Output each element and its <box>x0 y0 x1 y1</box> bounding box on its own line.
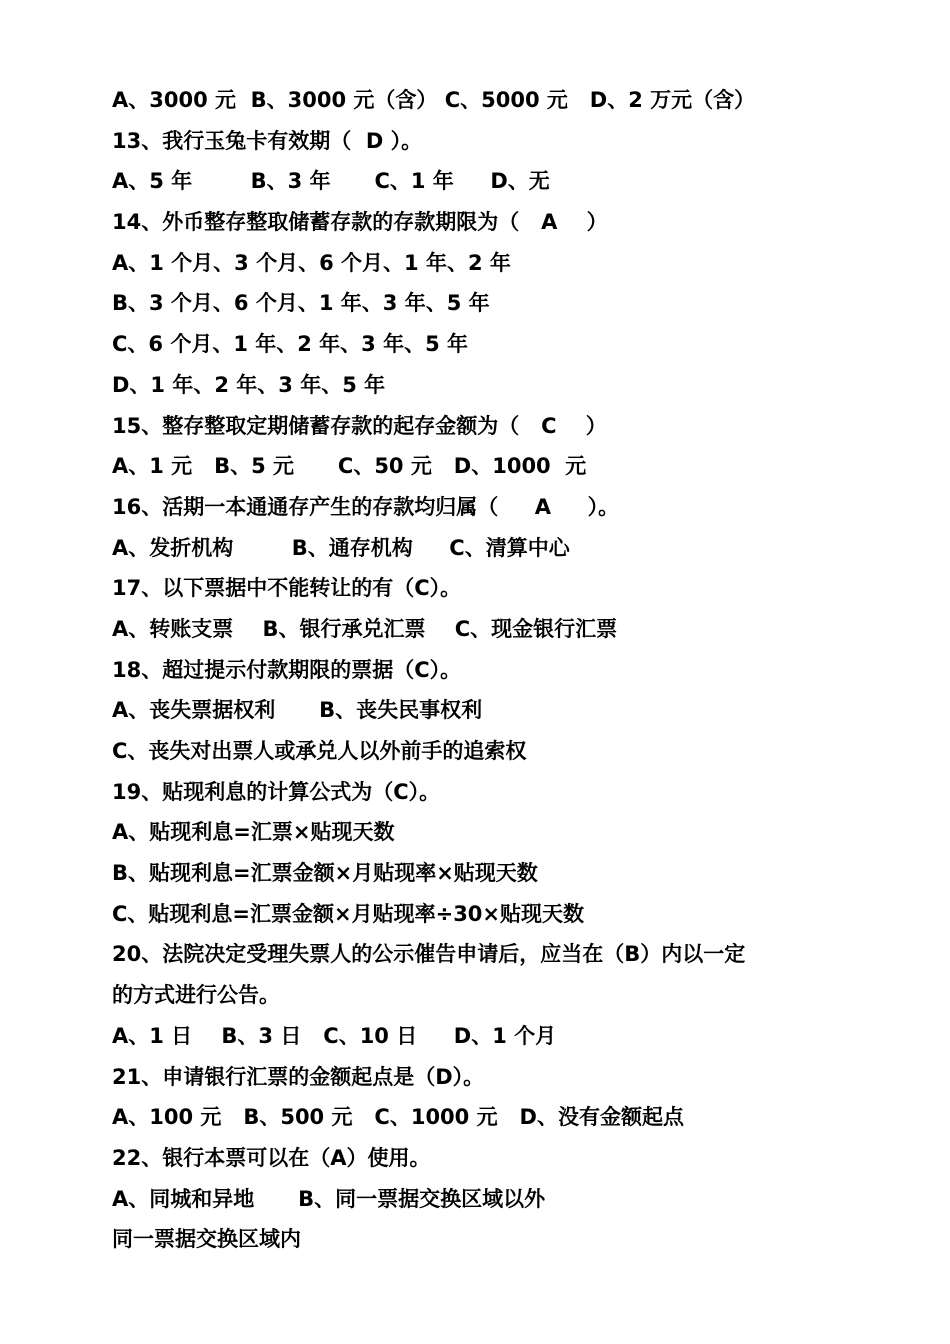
answer-options-line: A、100 元 B、500 元 C、1000 元 D、没有金额起点 <box>112 1105 684 1130</box>
answer-options-line: A、1 日 B、3 日 C、10 日 D、1 个月 <box>112 1023 557 1048</box>
answer-options-line: A、丧失票据权利 B、丧失民事权利 <box>112 698 483 723</box>
answer-options-line: A、3000 元 B、3000 元（含） C、5000 元 D、2 万元（含） <box>112 88 756 112</box>
question-13: 13、我行玉兔卡有效期（ D ）。 <box>112 128 423 153</box>
answer-option-a: A、1 个月、3 个月、6 个月、1 年、2 年 <box>112 250 511 275</box>
question-22: 22、银行本票可以在（A）使用。 <box>112 1145 431 1170</box>
answer-option-b: B、3 个月、6 个月、1 年、3 年、5 年 <box>112 291 490 316</box>
answer-option-c: 同一票据交换区域内 <box>112 1227 301 1252</box>
answer-option-c: C、6 个月、1 年、2 年、3 年、5 年 <box>112 332 469 357</box>
answer-options-line: A、同城和异地 B、同一票据交换区域以外 <box>112 1186 546 1211</box>
question-text-block <box>112 80 852 1260</box>
question-14: 14、外币整存整取储蓄存款的存款期限为（ A ） <box>112 210 608 235</box>
question-20: 20、法院决定受理失票人的公示催告申请后，应当在（B）内以一定 <box>112 942 746 967</box>
answer-options-line: A、转账支票 B、银行承兑汇票 C、现金银行汇票 <box>112 616 618 641</box>
question-19: 19、贴现利息的计算公式为（C）。 <box>112 779 441 804</box>
answer-options-line: A、5 年 B、3 年 C、1 年 D、无 <box>112 169 550 194</box>
question-20-continued: 的方式进行公告。 <box>112 983 280 1008</box>
answer-option-a: A、贴现利息=汇票×贴现天数 <box>112 820 395 845</box>
answer-option-c: C、丧失对出票人或承兑人以外前手的追索权 <box>112 739 527 763</box>
answer-options-line: A、发折机构 B、通存机构 C、清算中心 <box>112 535 570 560</box>
answer-option-d: D、1 年、2 年、3 年、5 年 <box>112 372 386 397</box>
question-15: 15、整存整取定期储蓄存款的起存金额为（ C ） <box>112 413 607 438</box>
question-21: 21、申请银行汇票的金额起点是（D）。 <box>112 1064 485 1089</box>
answer-option-c: C、贴现利息=汇票金额×月贴现率÷30×贴现天数 <box>112 901 585 926</box>
question-18: 18、超过提示付款期限的票据（C）。 <box>112 657 462 682</box>
question-16: 16、活期一本通通存产生的存款均归属（ A ）。 <box>112 494 620 519</box>
question-17: 17、以下票据中不能转让的有（C）。 <box>112 576 462 601</box>
answer-option-b: B、贴现利息=汇票金额×月贴现率×贴现天数 <box>112 861 538 886</box>
answer-options-line: A、1 元 B、5 元 C、50 元 D、1000 元 <box>112 454 587 479</box>
